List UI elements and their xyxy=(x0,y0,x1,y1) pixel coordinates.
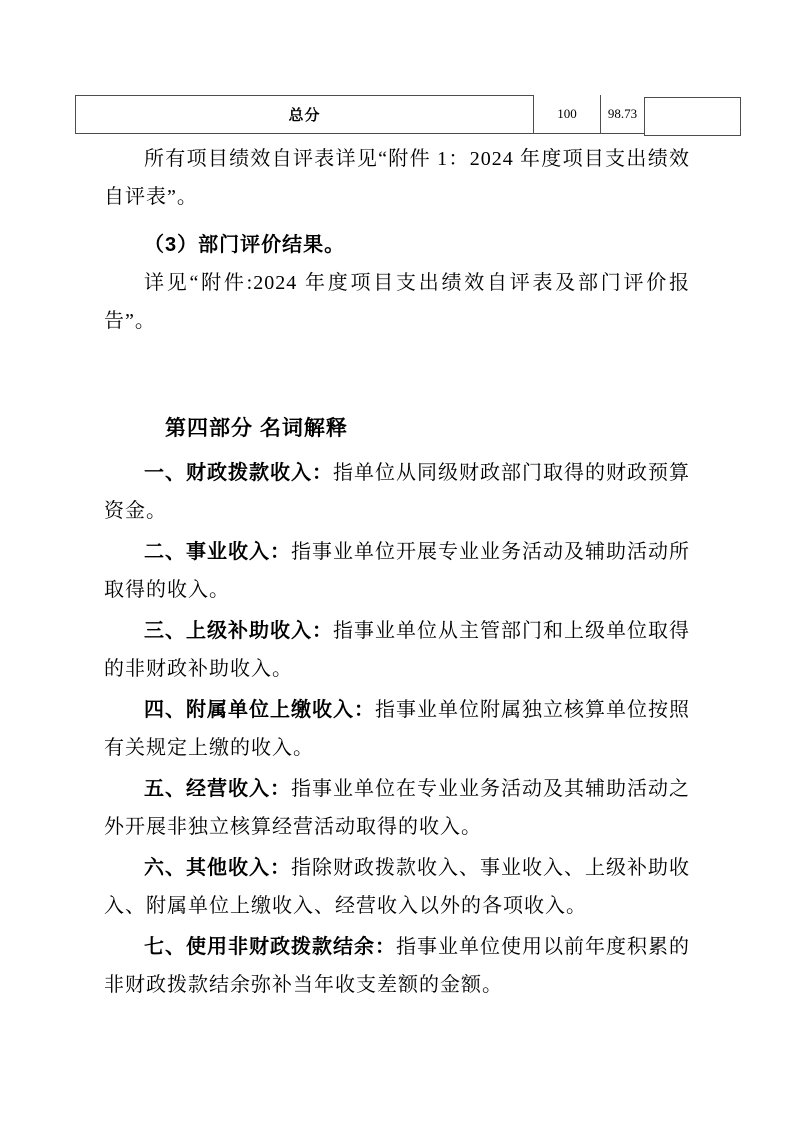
score-table-label-cell: 总分 xyxy=(75,95,534,134)
score-table-score-cell: 98.73 xyxy=(601,95,644,134)
term-lead: 六、其他收入： xyxy=(144,857,291,879)
term-lead: 三、上级补助收入： xyxy=(144,620,333,642)
term-item-3 xyxy=(104,612,690,688)
score-table-note-cell xyxy=(644,97,741,136)
term-lead: 四、附属单位上缴收入： xyxy=(144,699,375,721)
term-lead: 五、经营收入： xyxy=(144,778,291,800)
term-item-2 xyxy=(104,533,690,609)
term-text: 指事业单位使用以前年度积累的非财政拨款结余弥补当年收支差额的金额。 xyxy=(104,936,690,996)
term-item-4 xyxy=(104,691,690,767)
term-text: 指事业单位在专业业务活动及其辅助活动之外开展非独立核算经营活动取得的收入。 xyxy=(104,778,690,838)
term-lead: 七、使用非财政拨款结余： xyxy=(144,936,396,958)
term-text: 指事业单位开展专业业务活动及辅助活动所取得的收入。 xyxy=(104,541,690,601)
term-lead: 一、财政拨款收入： xyxy=(144,462,333,484)
term-item-7 xyxy=(104,928,690,1004)
term-item-6 xyxy=(104,849,690,925)
term-text: 指事业单位从主管部门和上级单位取得的非财政补助收入。 xyxy=(104,620,690,680)
score-table-max-cell: 100 xyxy=(534,95,601,134)
term-text: 指单位从同级财政部门取得的财政预算资金。 xyxy=(104,462,690,522)
self-eval-note-paragraph: 所有项目绩效自评表详见“附件 1：2024 年度项目支出绩效自评表”。 xyxy=(104,148,690,208)
term-lead: 二、事业收入： xyxy=(144,541,291,563)
document-body xyxy=(104,140,690,1004)
dept-result-note-paragraph: 详见“附件:2024 年度项目支出绩效自评表及部门评价报告”。 xyxy=(104,272,690,332)
term-text: 指除财政拨款收入、事业收入、上级补助收入、附属单位上缴收入、经营收入以外的各项收入。 xyxy=(104,857,690,917)
term-item-1 xyxy=(104,454,690,530)
score-table xyxy=(75,95,741,134)
term-text: 指事业单位附属独立核算单位按照有关规定上缴的收入。 xyxy=(104,699,690,759)
section-title: 第四部分 名词解释 xyxy=(165,417,348,440)
term-item-5 xyxy=(104,770,690,846)
dept-result-heading: （3）部门评价结果。 xyxy=(144,234,346,256)
